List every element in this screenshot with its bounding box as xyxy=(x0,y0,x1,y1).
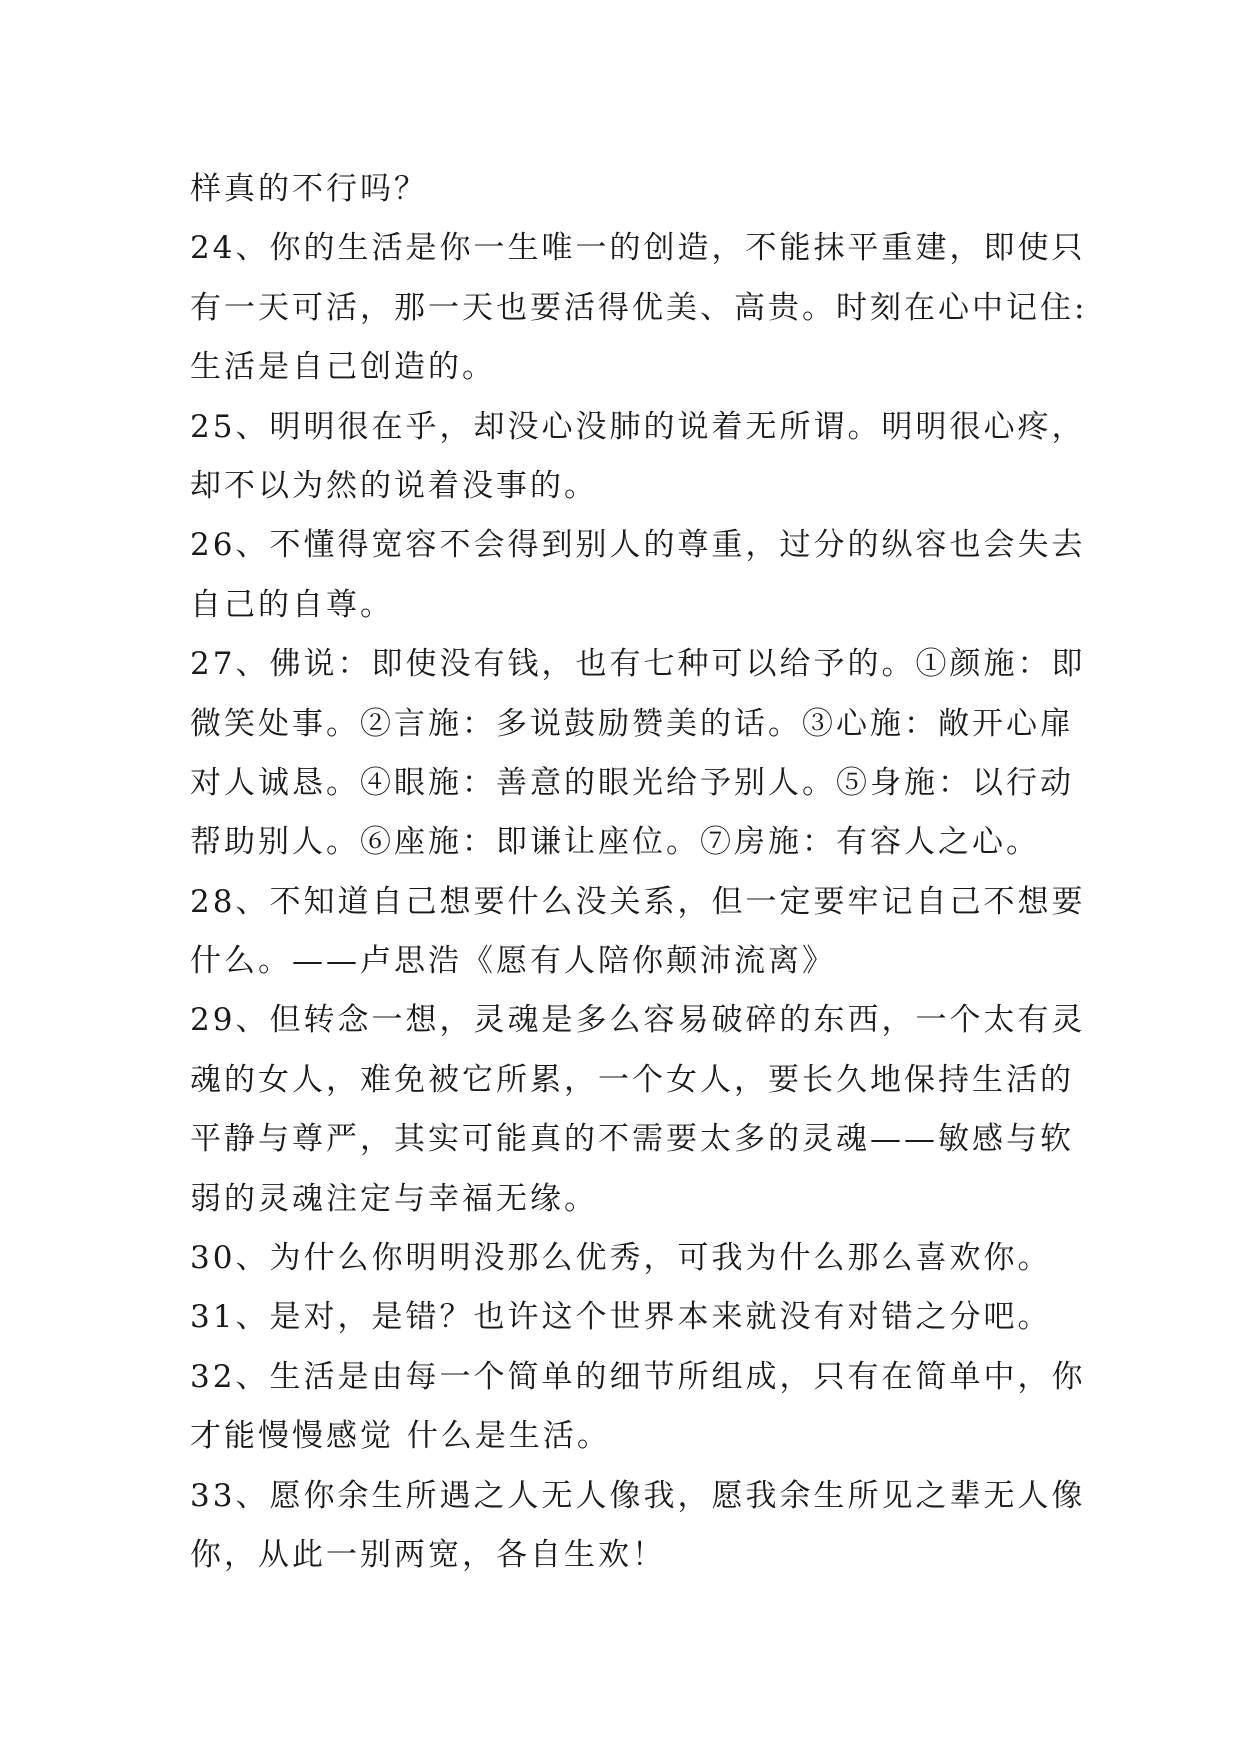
text-line: 27、佛说：即使没有钱，也有七种可以给予的。①颜施：即 xyxy=(190,646,1086,683)
text-line: 平静与尊严，其实可能真的不需要太多的灵魂——敏感与软 xyxy=(190,1121,1074,1158)
text-line: 32、生活是由每一个简单的细节所组成，只有在简单中，你 xyxy=(190,1358,1086,1395)
text-line: 33、愿你余生所遇之人无人像我，愿我余生所见之辈无人像 xyxy=(190,1477,1086,1514)
text-line: 什么。——卢思浩《愿有人陪你颠沛流离》 xyxy=(190,943,836,980)
text-line: 样真的不行吗？ xyxy=(190,171,428,207)
text-line: 28、不知道自己想要什么没关系，但一定要牢记自己不想要 xyxy=(190,883,1086,920)
text-line: 魂的女人，难免被它所累，一个女人，要长久地保持生活的 xyxy=(190,1061,1074,1098)
text-line: 24、你的生活是你一生唯一的创造，不能抹平重建，即使只 xyxy=(190,230,1086,267)
text-line: 帮助别人。⑥座施：即谦让座位。⑦房施：有容人之心。 xyxy=(190,824,1040,861)
text-line: 你，从此一别两宽，各自生欢！ xyxy=(190,1536,666,1573)
text-line: 29、但转念一想，灵魂是多么容易破碎的东西，一个太有灵 xyxy=(190,1002,1086,1039)
text-line: 31、是对，是错？也许这个世界本来就没有对错之分吧。 xyxy=(190,1299,1052,1336)
text-line: 微笑处事。②言施：多说鼓励赞美的话。③心施：敞开心扉 xyxy=(190,705,1074,742)
text-line: 26、不懂得宽容不会得到别人的尊重，过分的纵容也会失去 xyxy=(190,527,1086,564)
text-line: 才能慢慢感觉 什么是生活。 xyxy=(190,1418,611,1455)
body-text xyxy=(190,160,1088,1585)
text-line: 有一天可活，那一天也要活得优美、高贵。时刻在心中记住: xyxy=(190,289,1088,326)
text-line: 25、明明很在乎，却没心没肺的说着无所谓。明明很心疼， xyxy=(190,408,1086,445)
text-line: 自己的自尊。 xyxy=(190,586,394,623)
text-line: 30、为什么你明明没那么优秀，可我为什么那么喜欢你。 xyxy=(190,1240,1052,1277)
text-line: 生活是自己创造的。 xyxy=(190,349,496,386)
text-line: 弱的灵魂注定与幸福无缘。 xyxy=(190,1180,598,1217)
text-line: 对人诚恳。④眼施：善意的眼光给予别人。⑤身施：以行动 xyxy=(190,764,1074,801)
text-line: 却不以为然的说着没事的。 xyxy=(190,467,598,504)
